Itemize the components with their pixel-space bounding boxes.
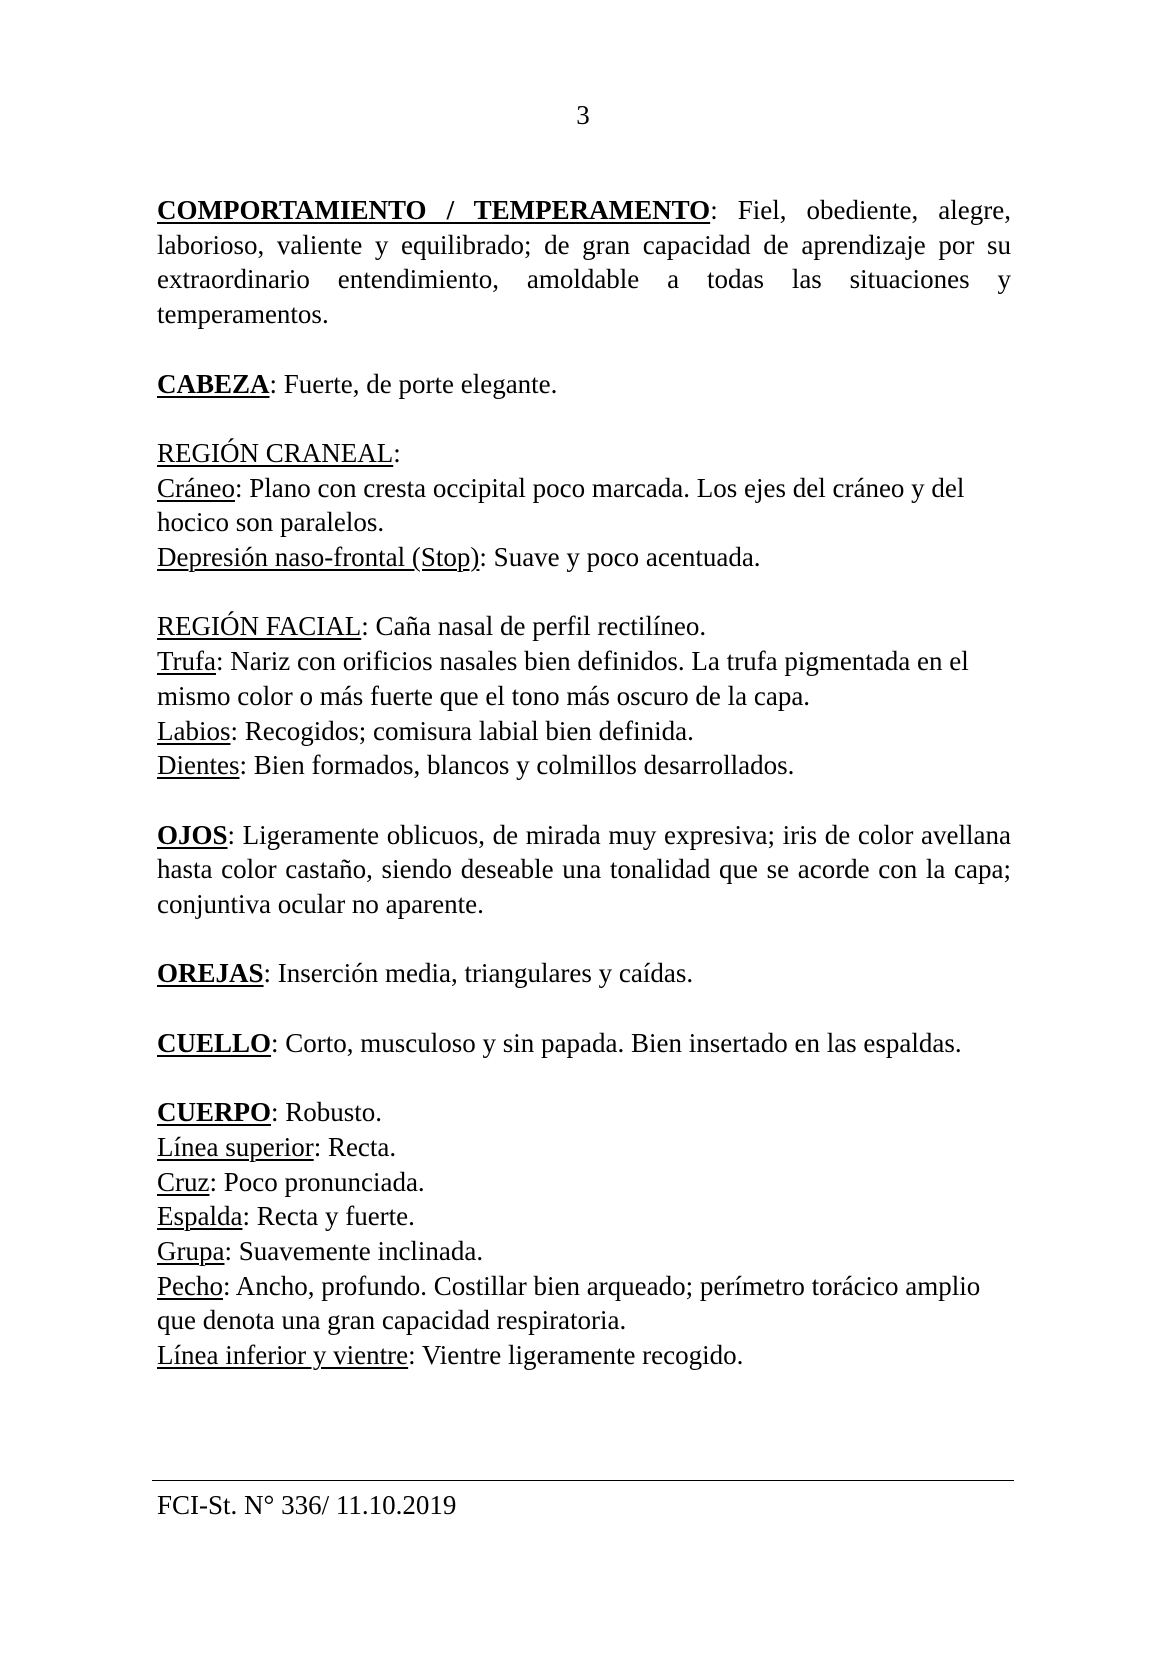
text-craneo: : Plano con cresta occipital poco marcada. Los ejes del cráneo y del hocico son paralelos.: [157, 472, 965, 538]
label-trufa: Trufa: [157, 646, 217, 677]
heading-orejas: OREJAS: [157, 958, 264, 989]
text-orejas: : Inserción media, triangulares y caídas.: [263, 958, 694, 989]
label-labios: Labios: [157, 715, 231, 746]
text-espalda: : Recta y fuerte.: [242, 1201, 415, 1232]
label-linea-superior: Línea superior: [157, 1131, 314, 1162]
text-ojos: : Ligeramente oblicuos, de mirada muy expresiva; iris de color avellana hasta color castaño, siendo deseable una tonalidad que se acorde con la capa; conjuntiva ocular no aparente.: [157, 819, 1011, 919]
region-craneal-line: [157, 436, 1011, 471]
heading-cuerpo: CUERPO: [157, 1097, 271, 1128]
cuerpo-line: [157, 1095, 1011, 1130]
footer-standard-reference: FCI-St. N° 336/ 11.10.2019: [157, 1490, 457, 1520]
text-grupa: : Suavemente inclinada.: [224, 1235, 484, 1266]
text-region-facial: : Caña nasal de perfil rectilíneo.: [361, 611, 707, 642]
heading-cabeza: CABEZA: [157, 368, 270, 399]
label-grupa: Grupa: [157, 1235, 225, 1266]
text-dientes: : Bien formados, blancos y colmillos desarrollados.: [239, 750, 795, 781]
section-cuerpo: [157, 1095, 1011, 1373]
heading-ojos: OJOS: [157, 819, 228, 850]
section-orejas: [157, 956, 1011, 991]
section-comportamiento: [157, 193, 1011, 332]
heading-comportamiento: COMPORTAMIENTO / TEMPERAMENTO: [157, 195, 711, 225]
footer-divider: [152, 1480, 1014, 1481]
heading-region-craneal: REGIÓN CRANEAL: [157, 437, 394, 468]
text-cuerpo: : Robusto.: [271, 1097, 383, 1128]
label-cruz: Cruz: [157, 1166, 210, 1197]
label-pecho: Pecho: [157, 1270, 223, 1301]
text-cruz: : Poco pronunciada.: [209, 1166, 425, 1197]
text-cuello: : Corto, musculoso y sin papada. Bien insertado en las espaldas.: [271, 1027, 962, 1058]
text-pecho: : Ancho, profundo. Costillar bien arqueado; perímetro torácico amplio que denota una gran capacidad respiratoria.: [157, 1270, 981, 1336]
linea-inferior-line: [157, 1338, 1011, 1373]
craneo-line: [157, 471, 1011, 540]
section-region-craneal: [157, 436, 1011, 575]
section-cuello: [157, 1026, 1011, 1061]
labios-line: [157, 714, 1011, 749]
espalda-line: [157, 1199, 1011, 1234]
stop-line: [157, 540, 1011, 575]
linea-superior-line: [157, 1130, 1011, 1165]
text-region-craneal: :: [393, 437, 401, 468]
label-linea-inferior: Línea inferior y vientre: [157, 1340, 409, 1371]
standard-content: [157, 193, 1011, 1373]
grupa-line: [157, 1234, 1011, 1269]
trufa-line: [157, 644, 1011, 713]
text-trufa: : Nariz con orificios nasales bien definidos. La trufa pigmentada en el mismo color o más fuerte que el tono más oscuro de la capa.: [157, 646, 969, 711]
label-espalda: Espalda: [157, 1201, 243, 1232]
label-dientes: Dientes: [157, 750, 240, 781]
section-cabeza: [157, 367, 1011, 402]
cruz-line: [157, 1165, 1011, 1200]
section-ojos: [157, 818, 1011, 922]
page-number: 3: [576, 100, 590, 130]
heading-region-facial: REGIÓN FACIAL: [157, 611, 362, 642]
dientes-line: [157, 748, 1011, 783]
text-cabeza: : Fuerte, de porte elegante.: [269, 368, 558, 399]
text-labios: : Recogidos; comisura labial bien definida.: [230, 715, 694, 746]
heading-cuello: CUELLO: [157, 1027, 272, 1058]
label-craneo: Cráneo: [157, 472, 235, 503]
text-stop: : Suave y poco acentuada.: [479, 542, 761, 572]
region-facial-line: [157, 609, 1011, 644]
text-linea-superior: : Recta.: [313, 1131, 397, 1162]
label-stop: Depresión naso-frontal (Stop): [157, 542, 480, 572]
pecho-line: [157, 1269, 1011, 1338]
text-comportamiento: : Fiel, obediente, alegre, laborioso, valiente y equilibrado; de gran capacidad de aprendizaje por su extraordinario entendimiento, amoldable a todas las situaciones y temperamentos.: [157, 195, 1011, 330]
text-linea-inferior: : Vientre ligeramente recogido.: [408, 1340, 744, 1371]
section-region-facial: [157, 609, 1011, 783]
